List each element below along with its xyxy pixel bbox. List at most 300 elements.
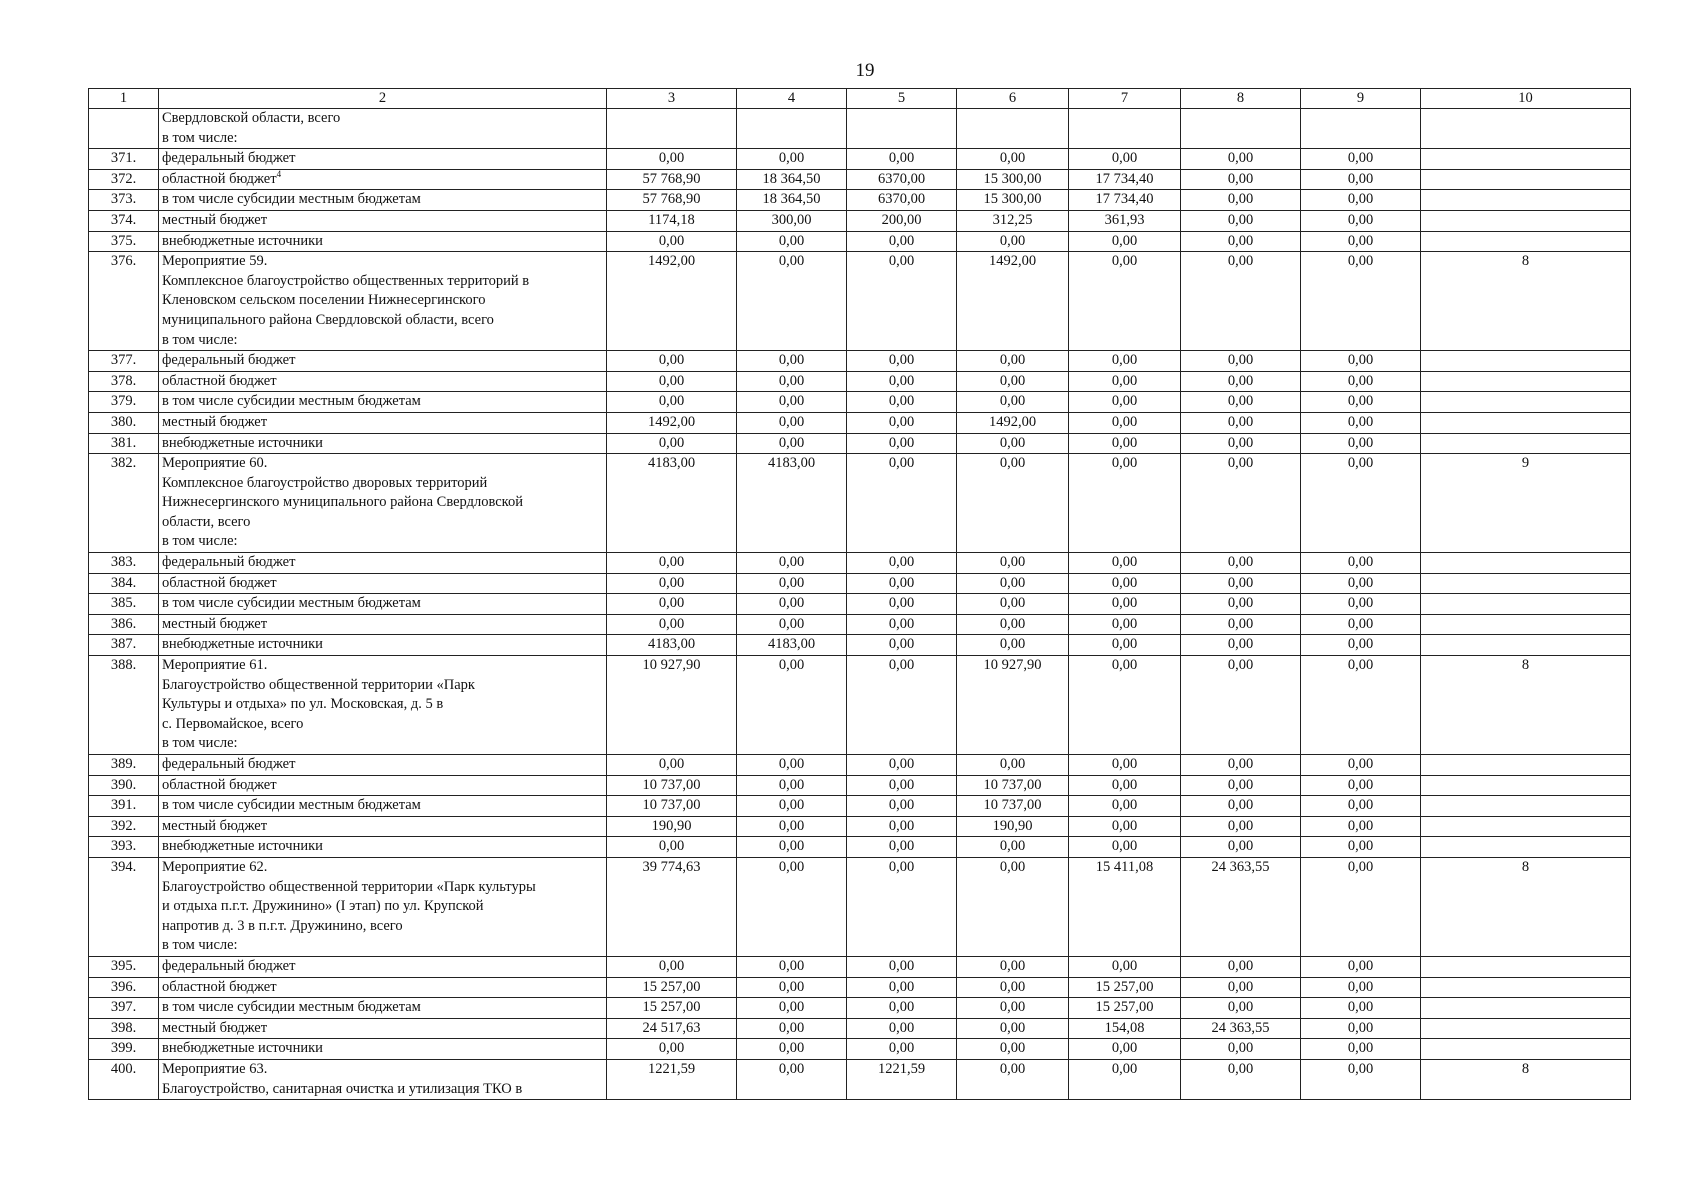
row-number-cell: 385. — [89, 594, 159, 615]
row-number-cell: 397. — [89, 998, 159, 1019]
value-cell-col3: 0,00 — [607, 371, 737, 392]
description-line: федеральный бюджет — [162, 756, 296, 772]
value-cell-col4: 0,00 — [737, 1039, 847, 1060]
value-cell-col3: 0,00 — [607, 614, 737, 635]
description-cell — [159, 454, 607, 553]
value-cell-col4: 4183,00 — [737, 454, 847, 553]
row-number-cell: 388. — [89, 656, 159, 755]
description-cell — [159, 252, 607, 351]
description-cell — [159, 775, 607, 796]
target-indicator-cell — [1421, 553, 1631, 574]
value-cell-col8: 0,00 — [1181, 553, 1301, 574]
value-cell-col4: 0,00 — [737, 149, 847, 170]
table-row — [89, 1039, 1631, 1060]
row-number-cell: 376. — [89, 252, 159, 351]
value-cell-col8: 0,00 — [1181, 594, 1301, 615]
description-line: Культуры и отдыха» по ул. Московская, д. 5 в — [162, 696, 444, 713]
table-row — [89, 190, 1631, 211]
value-cell-col6: 0,00 — [957, 977, 1069, 998]
value-cell-col5: 200,00 — [847, 210, 957, 231]
value-cell-col3: 10 927,90 — [607, 656, 737, 755]
row-number-cell: 384. — [89, 573, 159, 594]
value-cell-col3: 1492,00 — [607, 412, 737, 433]
description-line: Кленовском сельском поселении Нижнесергинского — [162, 292, 486, 309]
value-cell-col5: 0,00 — [847, 796, 957, 817]
header-cell: 9 — [1301, 89, 1421, 109]
description-cell — [159, 553, 607, 574]
value-cell-col5: 0,00 — [847, 371, 957, 392]
description-line: областной бюджет$^4$ — [162, 169, 282, 187]
table-row — [89, 1018, 1631, 1039]
description-line: федеральный бюджет — [162, 150, 296, 167]
description-line: федеральный бюджет — [162, 957, 296, 974]
value-cell-col4: 300,00 — [737, 210, 847, 231]
value-cell-col7: 17 734,40 — [1069, 190, 1181, 211]
value-cell-col7: 0,00 — [1069, 1039, 1181, 1060]
target-indicator-cell — [1421, 775, 1631, 796]
value-cell-col4: 0,00 — [737, 755, 847, 776]
value-cell-col7: 154,08 — [1069, 1018, 1181, 1039]
value-cell-col8: 0,00 — [1181, 1059, 1301, 1099]
table-row — [89, 149, 1631, 170]
target-indicator-cell: 8 — [1421, 656, 1631, 755]
value-cell-col6: 0,00 — [957, 755, 1069, 776]
target-indicator-cell — [1421, 796, 1631, 817]
table-header-row — [89, 89, 1631, 109]
value-cell-col3: 0,00 — [607, 351, 737, 372]
value-cell-col6: 0,00 — [957, 1018, 1069, 1039]
value-cell-col7: 0,00 — [1069, 614, 1181, 635]
target-indicator-cell: 8 — [1421, 857, 1631, 956]
value-cell-col3: 39 774,63 — [607, 857, 737, 956]
target-indicator-cell — [1421, 956, 1631, 977]
value-cell-col6: 0,00 — [957, 956, 1069, 977]
value-cell-col4: 0,00 — [737, 412, 847, 433]
target-indicator-cell — [1421, 169, 1631, 190]
table-row — [89, 433, 1631, 454]
description-line: Мероприятие 63. — [162, 1060, 268, 1077]
table-row — [89, 412, 1631, 433]
description-line: Комплексное благоустройство дворовых территорий — [162, 474, 488, 491]
value-cell-col4: 0,00 — [737, 1059, 847, 1099]
value-cell-col6: 10 927,90 — [957, 656, 1069, 755]
value-cell-col6: 0,00 — [957, 454, 1069, 553]
row-number-cell: 395. — [89, 956, 159, 977]
value-cell-col8: 0,00 — [1181, 775, 1301, 796]
description-line: в том числе субсидии местным бюджетам — [162, 191, 421, 208]
value-cell-col8: 24 363,55 — [1181, 857, 1301, 956]
value-cell-col5: 0,00 — [847, 755, 957, 776]
value-cell-col4: 0,00 — [737, 231, 847, 252]
value-cell-col5: 0,00 — [847, 594, 957, 615]
table-row — [89, 796, 1631, 817]
value-cell-col7: 0,00 — [1069, 351, 1181, 372]
description-cell — [159, 656, 607, 755]
description-cell — [159, 231, 607, 252]
table-row — [89, 371, 1631, 392]
value-cell-col7: 15 411,08 — [1069, 857, 1181, 956]
description-line: Благоустройство, санитарная очистка и утилизация ТКО в — [162, 1080, 523, 1097]
value-cell-col7: 0,00 — [1069, 635, 1181, 656]
value-cell-col8: 24 363,55 — [1181, 1018, 1301, 1039]
description-cell — [159, 210, 607, 231]
value-cell-col7: 15 257,00 — [1069, 998, 1181, 1019]
value-cell-col7: 17 734,40 — [1069, 169, 1181, 190]
table-row — [89, 109, 1631, 149]
value-cell-col5: 0,00 — [847, 775, 957, 796]
table-row — [89, 956, 1631, 977]
target-indicator-cell — [1421, 1018, 1631, 1039]
value-cell-col9: 0,00 — [1301, 454, 1421, 553]
table-row — [89, 816, 1631, 837]
row-number-cell: 382. — [89, 454, 159, 553]
value-cell-col8: 0,00 — [1181, 149, 1301, 170]
value-cell-col9 — [1301, 109, 1421, 149]
value-cell-col5: 0,00 — [847, 392, 957, 413]
table-row — [89, 755, 1631, 776]
value-cell-col3: 0,00 — [607, 573, 737, 594]
value-cell-col6: 10 737,00 — [957, 796, 1069, 817]
value-cell-col5: 0,00 — [847, 816, 957, 837]
value-cell-col5: 0,00 — [847, 837, 957, 858]
description-cell — [159, 1018, 607, 1039]
table-row — [89, 573, 1631, 594]
row-number-cell: 400. — [89, 1059, 159, 1099]
value-cell-col6: 0,00 — [957, 998, 1069, 1019]
description-line: области, всего — [162, 513, 251, 530]
value-cell-col8: 0,00 — [1181, 837, 1301, 858]
value-cell-col9: 0,00 — [1301, 371, 1421, 392]
value-cell-col4: 0,00 — [737, 977, 847, 998]
table-row — [89, 977, 1631, 998]
value-cell-col8 — [1181, 109, 1301, 149]
description-line: местный бюджет — [162, 817, 268, 834]
row-number-cell: 389. — [89, 755, 159, 776]
value-cell-col8: 0,00 — [1181, 412, 1301, 433]
value-cell-col4: 0,00 — [737, 392, 847, 413]
value-cell-col6: 0,00 — [957, 1059, 1069, 1099]
value-cell-col3: 0,00 — [607, 149, 737, 170]
table-row — [89, 553, 1631, 574]
header-cell: 5 — [847, 89, 957, 109]
value-cell-col8: 0,00 — [1181, 351, 1301, 372]
value-cell-col9: 0,00 — [1301, 594, 1421, 615]
value-cell-col5: 0,00 — [847, 1039, 957, 1060]
description-line: областной бюджет — [162, 372, 277, 389]
table-row — [89, 351, 1631, 372]
description-line: в том числе субсидии местным бюджетам — [162, 595, 421, 612]
header-cell: 4 — [737, 89, 847, 109]
value-cell-col9: 0,00 — [1301, 169, 1421, 190]
header-cell: 2 — [159, 89, 607, 109]
description-cell — [159, 956, 607, 977]
value-cell-col9: 0,00 — [1301, 837, 1421, 858]
description-cell — [159, 109, 607, 149]
table-row — [89, 998, 1631, 1019]
value-cell-col4: 0,00 — [737, 594, 847, 615]
table-row — [89, 231, 1631, 252]
value-cell-col9: 0,00 — [1301, 392, 1421, 413]
value-cell-col5: 0,00 — [847, 977, 957, 998]
header-cell: 8 — [1181, 89, 1301, 109]
row-number-cell: 393. — [89, 837, 159, 858]
value-cell-col3: 24 517,63 — [607, 1018, 737, 1039]
header-cell: 10 — [1421, 89, 1631, 109]
value-cell-col9: 0,00 — [1301, 1039, 1421, 1060]
row-number-cell: 372. — [89, 169, 159, 190]
target-indicator-cell — [1421, 594, 1631, 615]
value-cell-col4: 4183,00 — [737, 635, 847, 656]
value-cell-col3: 0,00 — [607, 755, 737, 776]
value-cell-col4: 0,00 — [737, 573, 847, 594]
row-number-cell — [89, 109, 159, 149]
value-cell-col7: 0,00 — [1069, 573, 1181, 594]
row-number-cell: 392. — [89, 816, 159, 837]
value-cell-col7: 0,00 — [1069, 371, 1181, 392]
value-cell-col9: 0,00 — [1301, 433, 1421, 454]
row-number-cell: 396. — [89, 977, 159, 998]
description-line: областной бюджет — [162, 776, 277, 793]
row-number-cell: 398. — [89, 1018, 159, 1039]
target-indicator-cell — [1421, 977, 1631, 998]
table-row — [89, 837, 1631, 858]
description-line: местный бюджет — [162, 1019, 268, 1036]
value-cell-col6: 0,00 — [957, 614, 1069, 635]
description-line: Мероприятие 61. — [162, 657, 268, 674]
description-cell — [159, 190, 607, 211]
value-cell-col6: 0,00 — [957, 573, 1069, 594]
value-cell-col6: 0,00 — [957, 371, 1069, 392]
value-cell-col6: 1492,00 — [957, 412, 1069, 433]
value-cell-col4: 0,00 — [737, 614, 847, 635]
value-cell-col8: 0,00 — [1181, 956, 1301, 977]
target-indicator-cell — [1421, 190, 1631, 211]
value-cell-col7: 0,00 — [1069, 796, 1181, 817]
value-cell-col4: 0,00 — [737, 351, 847, 372]
value-cell-col4: 0,00 — [737, 998, 847, 1019]
value-cell-col3: 4183,00 — [607, 635, 737, 656]
target-indicator-cell — [1421, 433, 1631, 454]
value-cell-col8: 0,00 — [1181, 998, 1301, 1019]
description-line: областной бюджет — [162, 574, 277, 591]
value-cell-col3: 57 768,90 — [607, 169, 737, 190]
value-cell-col8: 0,00 — [1181, 252, 1301, 351]
value-cell-col5: 0,00 — [847, 412, 957, 433]
value-cell-col8: 0,00 — [1181, 614, 1301, 635]
row-number-cell: 383. — [89, 553, 159, 574]
value-cell-col4: 0,00 — [737, 796, 847, 817]
value-cell-col7 — [1069, 109, 1181, 149]
value-cell-col8: 0,00 — [1181, 755, 1301, 776]
value-cell-col8: 0,00 — [1181, 573, 1301, 594]
description-line: Мероприятие 62. — [162, 858, 268, 875]
value-cell-col9: 0,00 — [1301, 573, 1421, 594]
description-line: Благоустройство общественной территории «Парк культуры — [162, 878, 536, 895]
description-line: местный бюджет — [162, 211, 268, 228]
value-cell-col3: 10 737,00 — [607, 796, 737, 817]
value-cell-col5: 0,00 — [847, 433, 957, 454]
value-cell-col9: 0,00 — [1301, 1018, 1421, 1039]
value-cell-col5: 0,00 — [847, 573, 957, 594]
description-cell — [159, 594, 607, 615]
value-cell-col9: 0,00 — [1301, 956, 1421, 977]
value-cell-col3: 0,00 — [607, 956, 737, 977]
description-line: федеральный бюджет — [162, 352, 296, 369]
target-indicator-cell — [1421, 573, 1631, 594]
description-line: Благоустройство общественной территории «Парк — [162, 676, 475, 693]
description-line: Свердловской области, всего — [162, 110, 341, 126]
target-indicator-cell: 8 — [1421, 1059, 1631, 1099]
value-cell-col8: 0,00 — [1181, 977, 1301, 998]
value-cell-col5: 0,00 — [847, 998, 957, 1019]
value-cell-col5: 0,00 — [847, 614, 957, 635]
value-cell-col9: 0,00 — [1301, 977, 1421, 998]
description-line: в том числе: — [162, 533, 238, 550]
description-cell — [159, 412, 607, 433]
value-cell-col6: 15 300,00 — [957, 190, 1069, 211]
description-line: Мероприятие 59. — [162, 253, 268, 270]
description-cell — [159, 1059, 607, 1099]
description-cell — [159, 371, 607, 392]
value-cell-col4: 0,00 — [737, 433, 847, 454]
value-cell-col6: 0,00 — [957, 857, 1069, 956]
value-cell-col6: 0,00 — [957, 1039, 1069, 1060]
value-cell-col5: 0,00 — [847, 252, 957, 351]
row-number-cell: 391. — [89, 796, 159, 817]
description-cell — [159, 1039, 607, 1060]
value-cell-col9: 0,00 — [1301, 1059, 1421, 1099]
value-cell-col7: 0,00 — [1069, 149, 1181, 170]
value-cell-col4 — [737, 109, 847, 149]
row-number-cell: 377. — [89, 351, 159, 372]
value-cell-col4: 0,00 — [737, 553, 847, 574]
value-cell-col8: 0,00 — [1181, 210, 1301, 231]
row-number-cell: 394. — [89, 857, 159, 956]
value-cell-col6: 1492,00 — [957, 252, 1069, 351]
value-cell-col6: 0,00 — [957, 231, 1069, 252]
value-cell-col8: 0,00 — [1181, 169, 1301, 190]
value-cell-col9: 0,00 — [1301, 775, 1421, 796]
target-indicator-cell — [1421, 998, 1631, 1019]
value-cell-col3: 0,00 — [607, 1039, 737, 1060]
value-cell-col9: 0,00 — [1301, 614, 1421, 635]
value-cell-col7: 0,00 — [1069, 231, 1181, 252]
description-line: муниципального района Свердловской области, всего — [162, 311, 494, 328]
value-cell-col9: 0,00 — [1301, 656, 1421, 755]
value-cell-col5: 0,00 — [847, 656, 957, 755]
value-cell-col7: 0,00 — [1069, 775, 1181, 796]
value-cell-col5: 0,00 — [847, 351, 957, 372]
value-cell-col3: 0,00 — [607, 231, 737, 252]
description-cell — [159, 857, 607, 956]
row-number-cell: 399. — [89, 1039, 159, 1060]
value-cell-col7: 0,00 — [1069, 252, 1181, 351]
table-row — [89, 775, 1631, 796]
description-cell — [159, 573, 607, 594]
table-row — [89, 392, 1631, 413]
value-cell-col3: 0,00 — [607, 433, 737, 454]
row-number-cell: 371. — [89, 149, 159, 170]
value-cell-col9: 0,00 — [1301, 635, 1421, 656]
description-cell — [159, 998, 607, 1019]
row-number-cell: 380. — [89, 412, 159, 433]
value-cell-col5: 0,00 — [847, 553, 957, 574]
target-indicator-cell — [1421, 231, 1631, 252]
row-number-cell: 381. — [89, 433, 159, 454]
description-line: в том числе субсидии местным бюджетам — [162, 797, 421, 814]
description-cell — [159, 977, 607, 998]
value-cell-col8: 0,00 — [1181, 433, 1301, 454]
value-cell-col9: 0,00 — [1301, 252, 1421, 351]
value-cell-col8: 0,00 — [1181, 796, 1301, 817]
value-cell-col8: 0,00 — [1181, 190, 1301, 211]
value-cell-col3: 0,00 — [607, 837, 737, 858]
value-cell-col6: 0,00 — [957, 149, 1069, 170]
target-indicator-cell — [1421, 412, 1631, 433]
value-cell-col7: 0,00 — [1069, 656, 1181, 755]
value-cell-col5: 0,00 — [847, 1018, 957, 1039]
target-indicator-cell: 9 — [1421, 454, 1631, 553]
value-cell-col3: 190,90 — [607, 816, 737, 837]
target-indicator-cell — [1421, 816, 1631, 837]
value-cell-col9: 0,00 — [1301, 796, 1421, 817]
description-line: в том числе: — [162, 129, 238, 146]
table-row — [89, 614, 1631, 635]
row-number-cell: 386. — [89, 614, 159, 635]
value-cell-col3: 0,00 — [607, 553, 737, 574]
header-cell: 6 — [957, 89, 1069, 109]
row-number-cell: 390. — [89, 775, 159, 796]
page-number: 19 — [855, 60, 875, 81]
value-cell-col8: 0,00 — [1181, 231, 1301, 252]
value-cell-col5: 0,00 — [847, 857, 957, 956]
description-line: внебюджетные источники — [162, 838, 323, 855]
value-cell-col3 — [607, 109, 737, 149]
value-cell-col6: 0,00 — [957, 433, 1069, 454]
header-cell: 1 — [89, 89, 159, 109]
value-cell-col9: 0,00 — [1301, 149, 1421, 170]
value-cell-col8: 0,00 — [1181, 816, 1301, 837]
description-line: с. Первомайское, всего — [162, 715, 304, 732]
description-line: внебюджетные источники — [162, 434, 323, 451]
value-cell-col5: 0,00 — [847, 956, 957, 977]
target-indicator-cell — [1421, 109, 1631, 149]
value-cell-col3: 15 257,00 — [607, 977, 737, 998]
target-indicator-cell — [1421, 635, 1631, 656]
value-cell-col5 — [847, 109, 957, 149]
value-cell-col6: 15 300,00 — [957, 169, 1069, 190]
description-line: в том числе: — [162, 331, 238, 348]
description-cell — [159, 816, 607, 837]
target-indicator-cell — [1421, 1039, 1631, 1060]
value-cell-col6: 312,25 — [957, 210, 1069, 231]
value-cell-col5: 0,00 — [847, 231, 957, 252]
value-cell-col8: 0,00 — [1181, 635, 1301, 656]
table-row — [89, 594, 1631, 615]
target-indicator-cell — [1421, 837, 1631, 858]
value-cell-col3: 1492,00 — [607, 252, 737, 351]
description-cell — [159, 837, 607, 858]
table-row — [89, 252, 1631, 351]
value-cell-col9: 0,00 — [1301, 412, 1421, 433]
description-line: в том числе: — [162, 937, 238, 954]
target-indicator-cell — [1421, 755, 1631, 776]
row-number-cell: 375. — [89, 231, 159, 252]
value-cell-col9: 0,00 — [1301, 755, 1421, 776]
value-cell-col9: 0,00 — [1301, 210, 1421, 231]
target-indicator-cell — [1421, 210, 1631, 231]
description-line: Мероприятие 60. — [162, 455, 268, 472]
